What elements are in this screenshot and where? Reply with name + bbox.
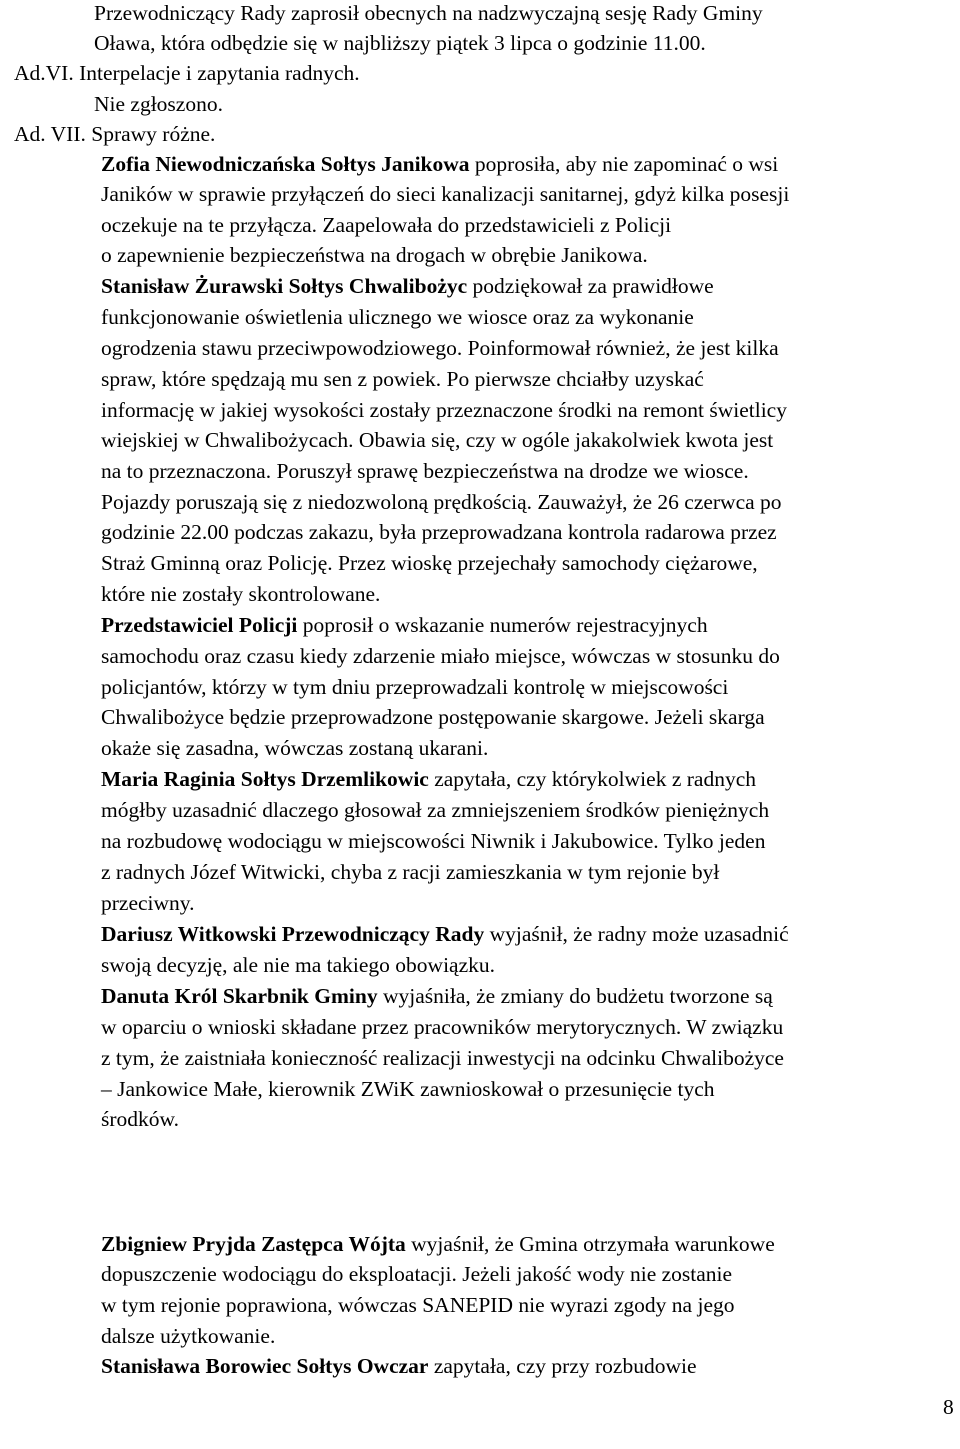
text-run: dopuszczenie wodociągu do eksploatacji. Jeżeli jakość wody nie zostanie: [101, 1262, 733, 1286]
text-run: samochodu oraz czasu kiedy zdarzenie miało miejsce, wówczas w stosunku do: [101, 644, 780, 668]
speaker-name: Dariusz Witkowski Przewodniczący Rady: [101, 922, 485, 946]
text-run: Ad. VII. Sprawy różne.: [14, 122, 216, 146]
speaker-name: Stanisława Borowiec Sołtys Owczar: [101, 1354, 429, 1378]
text-line: [101, 733, 488, 763]
text-run: Pojazdy poruszają się z niedozwoloną prędkością. Zauważył, że 26 czerwca po: [101, 490, 782, 514]
text-run: wyjaśnił, że Gmina otrzymała warunkowe: [405, 1232, 775, 1256]
text-line: [101, 487, 782, 517]
text-run: spraw, które spędzają mu sen z powiek. Po pierwsze chciałby uzyskać: [101, 367, 704, 391]
text-run: wyjaśnił, że radny może uzasadnić: [484, 922, 789, 946]
text-run: podziękował za prawidłowe: [467, 274, 714, 298]
text-line: [101, 764, 756, 794]
text-line: [101, 425, 773, 455]
text-line: [14, 58, 360, 88]
text-line: [101, 364, 704, 394]
text-run: funkcjonowanie oświetlenia ulicznego we wiosce oraz za wykonanie: [101, 305, 694, 329]
text-run: zapytała, czy którykolwiek z radnych: [428, 767, 756, 791]
text-line: [101, 179, 789, 209]
text-run: w tym rejonie poprawiona, wówczas SANEPID nie wyrazi zgody na jego: [101, 1293, 735, 1317]
text-run: o zapewnienie bezpieczeństwa na drogach w obrębie Janikowa.: [101, 243, 648, 267]
text-line: [94, 89, 223, 119]
text-line: [101, 149, 778, 179]
text-line: [101, 919, 789, 949]
text-run: Janików w sprawie przyłączeń do sieci kanalizacji sanitarnej, gdyż kilka posesji: [101, 182, 790, 206]
text-line: [101, 333, 779, 363]
text-run: na rozbudowę wodociągu w miejscowości Niwnik i Jakubowice. Tylko jeden: [101, 829, 766, 853]
text-line: [101, 1104, 179, 1134]
speaker-name: Przedstawiciel Policji: [101, 613, 298, 637]
text-line: [101, 950, 495, 980]
text-run: w oparciu o wnioski składane przez pracowników merytorycznych. W związku: [101, 1015, 784, 1039]
text-line: [101, 240, 648, 270]
speaker-name: Zofia Niewodniczańska Sołtys Janikowa: [101, 152, 470, 176]
text-run: dalsze użytkowanie.: [101, 1324, 276, 1348]
text-run: oczekuje na te przyłącza. Zaapelowała do przedstawicieli z Policji: [101, 213, 672, 237]
text-run: wyjaśniła, że zmiany do budżetu tworzone są: [377, 984, 773, 1008]
text-line: [101, 395, 787, 425]
text-line: [101, 672, 728, 702]
text-run: przeciwny.: [101, 891, 195, 915]
text-line: [101, 702, 765, 732]
text-run: Oława, która odbędzie się w najbliższy piątek 3 lipca o godzinie 11.00.: [94, 31, 706, 55]
text-line: [101, 1259, 732, 1289]
text-run: poprosił o wskazanie numerów rejestracyjnych: [297, 613, 708, 637]
text-line: [101, 1012, 783, 1042]
text-run: wiejskiej w Chwalibożycach. Obawia się, czy w ogóle jakakolwiek kwota jest: [101, 428, 774, 452]
speaker-name: Maria Raginia Sołtys Drzemlikowic: [101, 767, 429, 791]
text-line: [101, 271, 714, 301]
text-line: [101, 1321, 275, 1351]
text-line: [101, 1351, 697, 1381]
speaker-name: Danuta Król Skarbnik Gminy: [101, 984, 378, 1008]
text-run: Ad.VI. Interpelacje i zapytania radnych.: [14, 61, 360, 85]
text-run: które nie zostały skontrolowane.: [101, 582, 381, 606]
text-run: Przewodniczący Rady zaprosił obecnych na nadzwyczajną sesję Rady Gminy: [94, 1, 763, 25]
text-line: [101, 1229, 775, 1259]
text-run: godzinie 22.00 podczas zakazu, była przeprowadzana kontrola radarowa przez: [101, 520, 777, 544]
text-run: Chwalibożyce będzie przeprowadzone postępowanie skargowe. Jeżeli skarga: [101, 705, 765, 729]
page-number: 8: [943, 1395, 954, 1419]
text-run: z tym, że zaistniała konieczność realizacji inwestycji na odcinku Chwalibożyce: [101, 1046, 784, 1070]
text-line: [101, 857, 719, 887]
text-line: [101, 826, 765, 856]
text-line: [101, 981, 773, 1011]
text-line: [101, 456, 749, 486]
text-run: ogrodzenia stawu przeciwpowodziowego. Poinformował również, że jest kilka: [101, 336, 779, 360]
text-line: [101, 302, 694, 332]
text-run: Nie zgłoszono.: [94, 92, 223, 116]
text-line: [101, 610, 708, 640]
text-run: informację w jakiej wysokości zostały przeznaczone środki na remont świetlicy: [101, 398, 787, 422]
text-run: poprosiła, aby nie zapominać o wsi: [469, 152, 779, 176]
speaker-name: Zbigniew Pryjda Zastępca Wójta: [101, 1232, 406, 1256]
text-run: swoją decyzję, ale nie ma takiego obowiązku.: [101, 953, 496, 977]
text-run: Straż Gminną oraz Policję. Przez wioskę przejechały samochody ciężarowe,: [101, 551, 758, 575]
text-line: [101, 210, 671, 240]
speaker-name: Stanisław Żurawski Sołtys Chwalibożyc: [101, 274, 468, 298]
text-run: na to przeznaczona. Poruszył sprawę bezpieczeństwa na drodze we wiosce.: [101, 459, 749, 483]
text-line: [101, 795, 769, 825]
text-run: zapytała, czy przy rozbudowie: [428, 1354, 697, 1378]
text-run: okaże się zasadna, wówczas zostaną ukarani.: [101, 736, 489, 760]
text-line: [14, 119, 215, 149]
text-line: [101, 888, 195, 918]
text-run: z radnych Józef Witwicki, chyba z racji zamieszkania w tym rejonie był: [101, 860, 720, 884]
text-run: środków.: [101, 1107, 180, 1131]
text-line: [101, 1074, 715, 1104]
text-line: [101, 579, 380, 609]
text-run: mógłby uzasadnić dlaczego głosował za zmniejszeniem środków pieniężnych: [101, 798, 770, 822]
text-run: policjantów, którzy w tym dniu przeprowadzali kontrolę w miejscowości: [101, 675, 729, 699]
text-line: [101, 1290, 734, 1320]
text-line: [94, 28, 706, 58]
text-line: [101, 517, 777, 547]
text-run: – Jankowice Małe, kierownik ZWiK zawnioskował o przesunięcie tych: [101, 1077, 715, 1101]
text-line: [101, 548, 758, 578]
text-line: [94, 0, 763, 28]
text-line: [101, 641, 780, 671]
text-line: [101, 1043, 784, 1073]
